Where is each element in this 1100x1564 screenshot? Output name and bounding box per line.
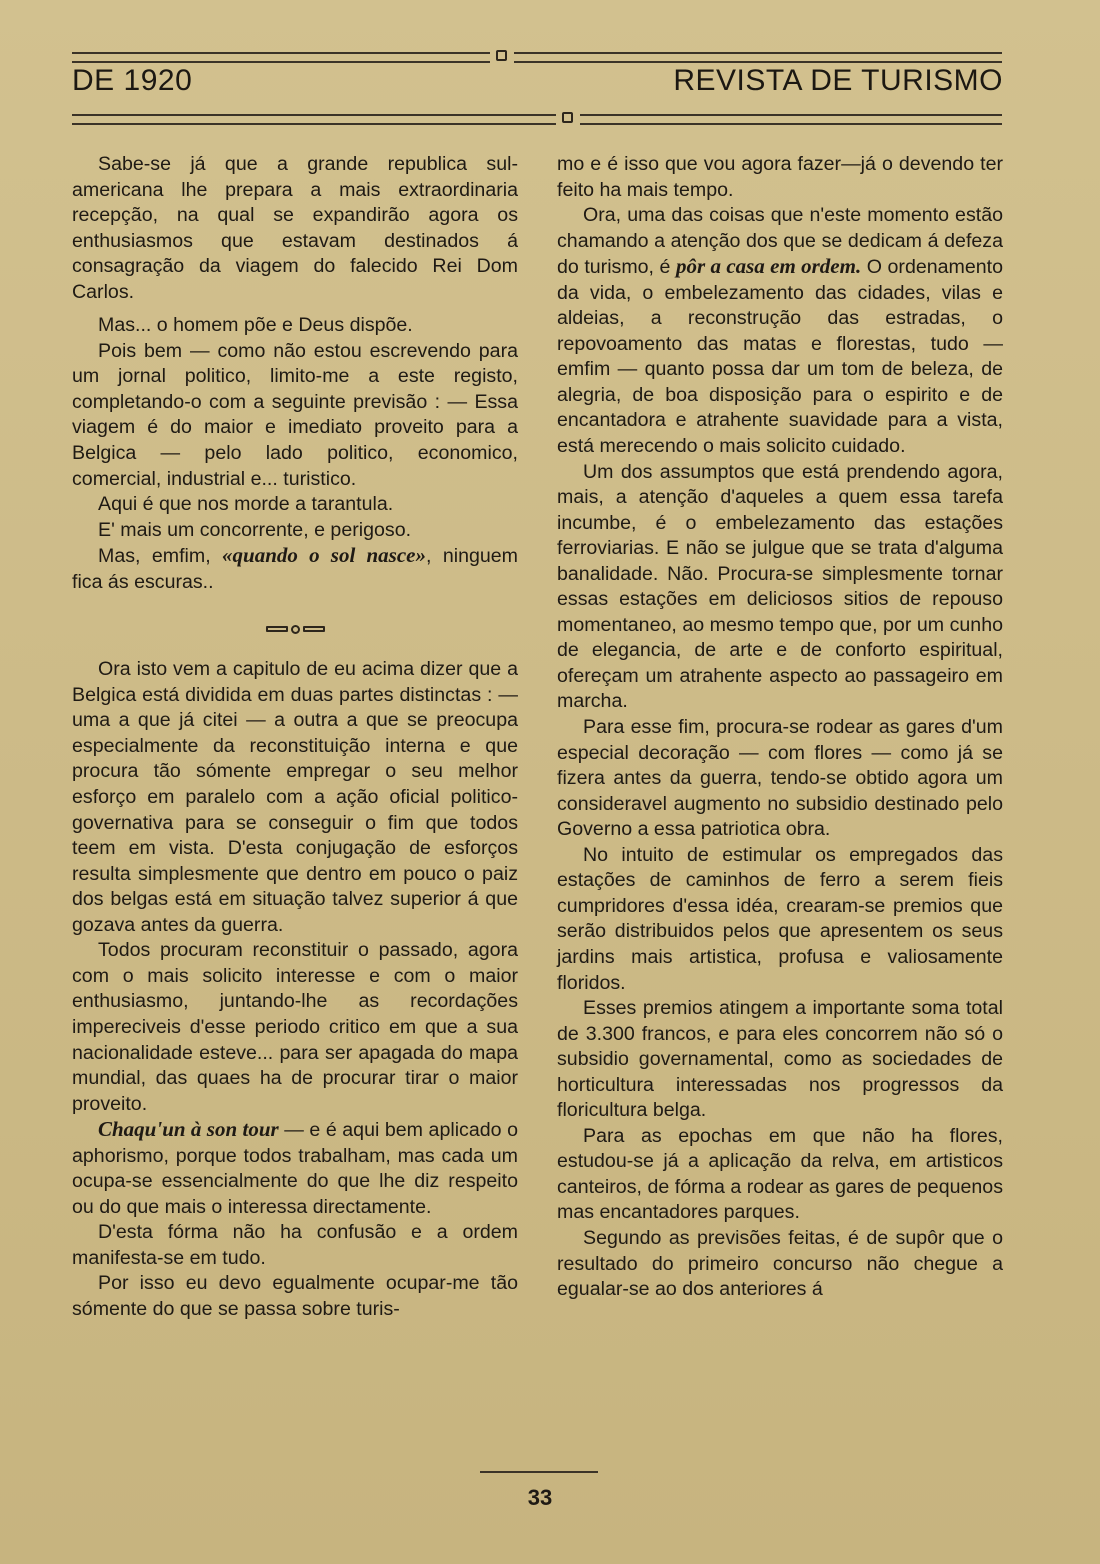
paragraph: Um dos assumptos que está prendendo agora, mais, a atenção d'aqueles a quem essa tarefa incumbe, é o embelezamento das estações ferroviarias. E não se julgue que se trata d'alguma banalidade. Não. Procura-se simplesmente tornar essas estações em deliciosos sitios de repouso momentaneo, ao mesmo tempo que, por um cunho de elegancia, de arte e de conforto espiritual, ofereçam um atrahente aspecto ao passageiro em marcha.: [557, 460, 1003, 713]
paragraph: D'esta fórma não ha confusão e a ordem manifesta-se em tudo.: [72, 1221, 518, 1269]
paragraph: Aqui é que nos morde a tarantula.: [98, 493, 394, 516]
top-rule-left: [72, 52, 490, 63]
top-rule-right: [514, 52, 1002, 63]
left-column: [72, 152, 518, 1323]
paragraph: Por isso eu devo egualmente ocupar-me tão sómente do que se passa sobre turis-: [72, 1272, 518, 1320]
text-run: , ninguem fica ás escuras..: [72, 545, 518, 593]
italic-phrase: «quando o sol nasce»: [222, 543, 426, 568]
paragraph: Para as epochas em que não ha flores, estudou-se já a aplicação da relva, em artisticos canteiros, de fórma a rodear as gares de pequenos mas encantadores parques.: [557, 1124, 1003, 1224]
paragraph: Segundo as previsões feitas, é de supôr que o resultado do primeiro concurso não chegue a egualar-se ao dos anteriores á: [557, 1226, 1003, 1301]
header-magazine-title: REVISTA DE TURISMO: [673, 64, 1003, 97]
paragraph: Para esse fim, procura-se rodear as gares d'um especial decoração — com flores — como já se fizera antes da guerra, tendo-se obtido agora um consideravel augmento no subsidio destinado pelo Governo a essa patriotica obra.: [557, 716, 1003, 841]
header-rule-ornament: [562, 112, 573, 123]
paragraph: [72, 543, 518, 595]
paragraph: Todos procuram reconstituir o passado, agora com o mais solicito interesse e com o maior enthusiasmo, juntando-lhe as recordações impereciveis d'esse periodo critico em que a sua nacionalidade esteve... para ser apagada do mapa mundial, das quaes ha de procurar tirar o maior proveito.: [72, 939, 518, 1115]
paragraph: E' mais um concorrente, e perigoso.: [98, 518, 412, 541]
italic-phrase: Chaqu'un à son tour: [98, 1117, 279, 1142]
text-run: Mas, emfim,: [98, 545, 223, 568]
footer-rule: [480, 1471, 598, 1473]
paragraph: mo e é isso que vou agora fazer—já o devendo ter feito ha mais tempo.: [557, 153, 1003, 201]
italic-phrase: pôr a casa em ordem.: [675, 254, 862, 279]
paragraph: [72, 1117, 518, 1220]
right-column: [557, 152, 1003, 1303]
paragraph: Sabe-se já que a grande republica sul-americana lhe prepara a mais extraordinaria recepção, na qual se expandirão agora os enthusiasmos que estavam destinados á consagração da viagem do falecido Rei Dom Carlos.: [72, 153, 518, 303]
divider-bar: [303, 626, 325, 632]
section-divider-ornament: [72, 609, 518, 649]
paragraph: Ora isto vem a capitulo de eu acima dizer que a Belgica está dividida em duas partes distinctas : — uma a que já citei — a outra a que se preocupa especialmente da reconstituição interna e que procura tão sómente empregar o seu melhor esforço em paralelo com a ação oficial politico-governativa para se conseguir o fim que todos teem em vista. D'esta conjugação de esforços resulta simplesmente que dentro em pouco o paiz dos belgas está em situação talvez superior á que gozava antes da guerra.: [72, 658, 518, 936]
top-rule-ornament: [496, 50, 507, 61]
paragraph: Pois bem — como não estou escrevendo para um jornal politico, limito-me a este registo, completando-o com a seguinte previsão : — Essa viagem é do maior e imediato proveito para a Belgica — pelo lado politico, economico, comercial, industrial e... turistico.: [72, 339, 518, 490]
page-number: 33: [527, 1485, 553, 1510]
header-date: DE 1920: [72, 64, 193, 97]
paragraph: [557, 203, 1003, 459]
paragraph: No intuito de estimular os empregados das estações de caminhos de ferro a serem fieis cumpridores d'essa idéa, crearam-se premios que serão distribuidos pelos que apresentem os seus jardins mais artistica, profusa e valiosamente floridos.: [557, 843, 1003, 994]
divider-bar: [266, 626, 288, 632]
paragraph: Mas... o homem põe e Deus dispõe.: [98, 314, 413, 337]
text-run: Ora, uma das coisas que n'este momento estão chamando a atenção dos que se dedicam á defeza do turismo, é: [557, 204, 1003, 279]
divider-ring: [291, 625, 300, 634]
text-run: — e é aqui bem aplicado o aphorismo, porque todos trabalham, mas cada um ocupa-se essencialmente do que lhe diz respeito ou do que mais o interessa directamente.: [72, 1119, 518, 1218]
text-run: O ordenamento da vida, o embelezamento das cidades, vilas e aldeias, a reconstrução das estradas, o repovoamento das matas e florestas, tudo — emfim — quanto possa dar um tom de beleza, de alegria, de boa disposição para o espirito e de encantadora e atrahente suavidade para a vista, está merecendo o mais solicito cuidado.: [557, 256, 1003, 458]
header-rule-left: [72, 114, 556, 125]
header-rule-right: [580, 114, 1002, 125]
paragraph: Esses premios atingem a importante soma total de 3.300 francos, e para eles concorrem não só o subsidio governamental, como as sociedades de horticultura interessadas nos progressos da floricultura belga.: [557, 997, 1003, 1122]
